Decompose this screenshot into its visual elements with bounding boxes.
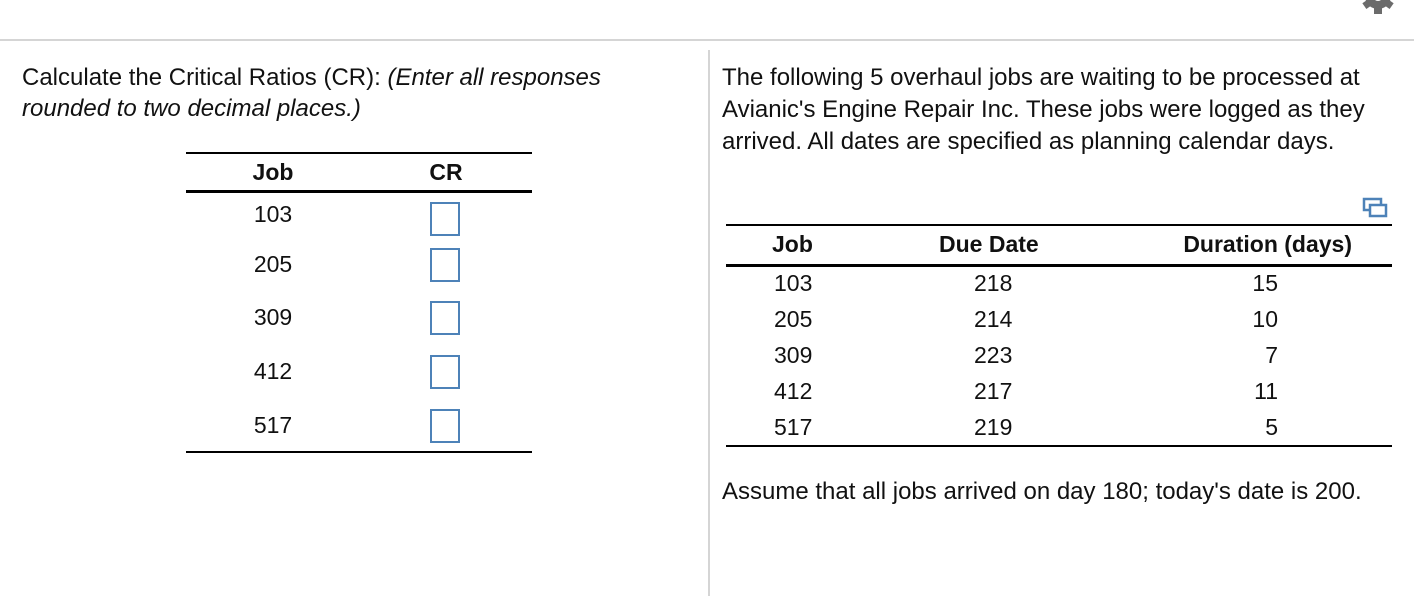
jobs-data-table bbox=[726, 224, 1392, 440]
duration: 10 bbox=[1252, 306, 1278, 332]
due-date: 223 bbox=[974, 342, 1013, 368]
cr-table-bottom-rule bbox=[186, 451, 532, 453]
cr-input-103[interactable] bbox=[430, 202, 460, 236]
table-row bbox=[726, 410, 1392, 446]
column-header-cr: CR bbox=[429, 159, 463, 185]
cr-table-header bbox=[186, 152, 532, 193]
table-row bbox=[726, 266, 1392, 302]
due-date: 219 bbox=[974, 414, 1013, 440]
job-number: 205 bbox=[774, 306, 813, 332]
cr-answer-table bbox=[186, 152, 532, 438]
table-row bbox=[186, 354, 532, 404]
gear-icon[interactable] bbox=[1358, 0, 1398, 18]
duration: 5 bbox=[1265, 414, 1278, 440]
column-header-due-date: Due Date bbox=[939, 231, 1039, 257]
table-row bbox=[726, 338, 1392, 374]
column-header-job: Job bbox=[772, 231, 813, 257]
column-header-duration: Duration (days) bbox=[1183, 231, 1352, 257]
cr-input-309[interactable] bbox=[430, 301, 460, 335]
job-number: 412 bbox=[774, 378, 813, 404]
column-header-job: Job bbox=[252, 159, 294, 185]
job-number: 309 bbox=[774, 342, 813, 368]
header-bar bbox=[0, 0, 1414, 40]
problem-description: The following 5 overhaul jobs are waiting to be processed at Avianic's Engine Repair Inc. These jobs were logged as they arrived. All dates are specified as planning calendar days. bbox=[722, 64, 1365, 155]
duration: 15 bbox=[1252, 270, 1278, 296]
assumption-text: Assume that all jobs arrived on day 180; today's date is 200. bbox=[722, 478, 1362, 505]
job-number: 517 bbox=[253, 412, 293, 438]
cr-input-412[interactable] bbox=[430, 355, 460, 389]
panel-divider bbox=[708, 50, 710, 596]
table-row bbox=[726, 374, 1392, 410]
job-number: 412 bbox=[253, 358, 293, 384]
table-row bbox=[186, 247, 532, 297]
job-number: 517 bbox=[774, 414, 813, 440]
question-instruction bbox=[22, 62, 682, 124]
table-row bbox=[186, 300, 532, 350]
table-row bbox=[186, 197, 532, 247]
duration: 11 bbox=[1254, 378, 1278, 404]
due-date: 218 bbox=[974, 270, 1013, 296]
table-row bbox=[726, 302, 1392, 338]
instruction-note: (Enter all responses rounded to two decimal places.) bbox=[22, 64, 601, 122]
duration: 7 bbox=[1265, 342, 1278, 368]
job-number: 205 bbox=[253, 251, 293, 277]
instruction-text: Calculate the Critical Ratios (CR): bbox=[22, 64, 381, 91]
copy-icon[interactable] bbox=[1362, 197, 1388, 219]
due-date: 214 bbox=[974, 306, 1013, 332]
jobs-table-header bbox=[726, 224, 1392, 267]
cr-input-517[interactable] bbox=[430, 409, 460, 443]
due-date: 217 bbox=[974, 378, 1013, 404]
job-number: 103 bbox=[253, 201, 293, 227]
jobs-table-bottom-rule bbox=[726, 445, 1392, 447]
cr-input-205[interactable] bbox=[430, 248, 460, 282]
job-number: 309 bbox=[253, 304, 293, 330]
header-divider bbox=[0, 39, 1414, 41]
job-number: 103 bbox=[774, 270, 813, 296]
